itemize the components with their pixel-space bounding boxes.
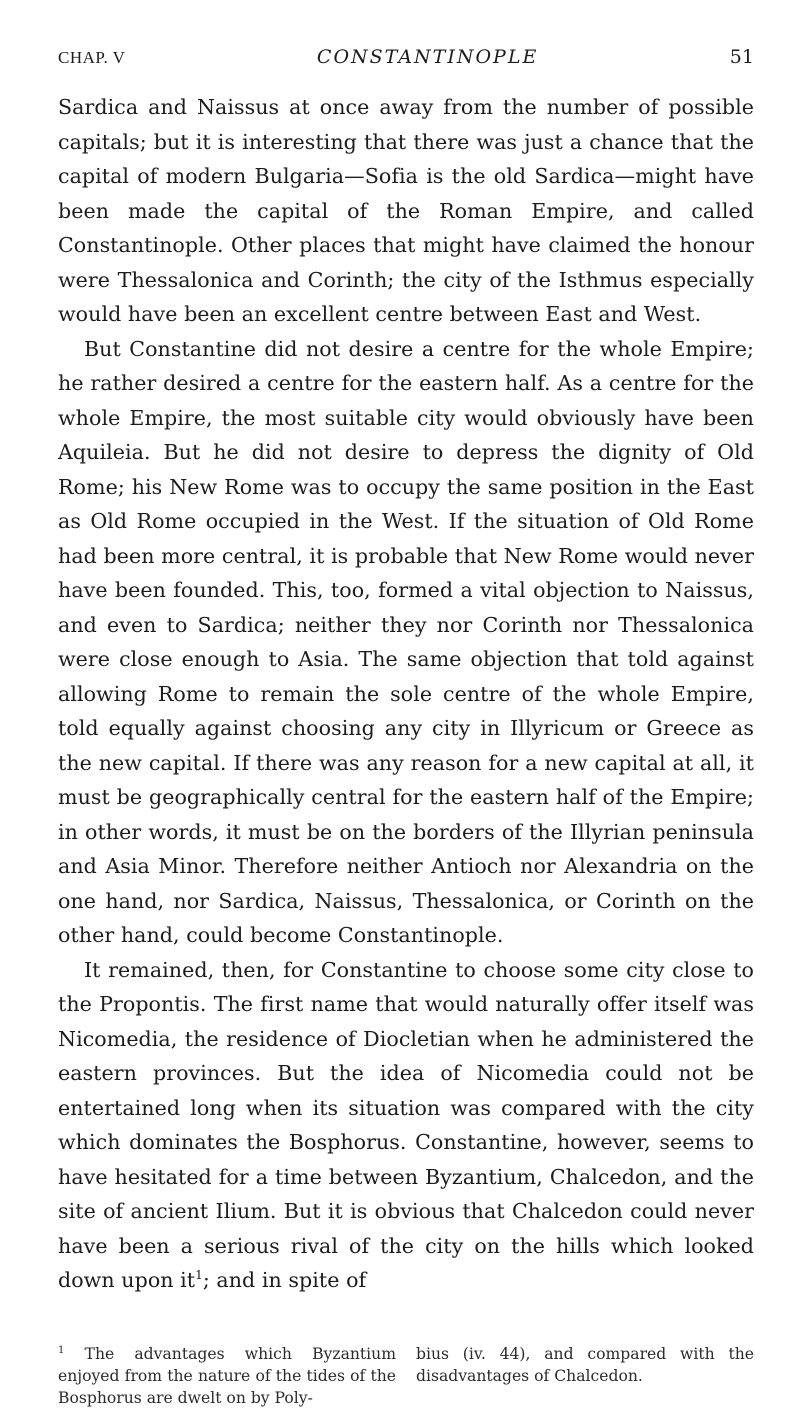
footnote-marker: 1 [58,1344,65,1356]
running-head [58,46,754,86]
footnote-column-2 [416,1343,754,1409]
paragraph-3 [58,953,754,1298]
footnote [58,1343,754,1409]
body-text [58,90,754,1298]
running-title: CONSTANTINOPLE [316,46,539,68]
paragraph-3-text: It remained, then, for Constantine to choose some city close to the Propontis. The first name that would naturally offer itself was Nicomedia, the residence of Diocletian when he administered the eastern provinces. But the idea of Nicomedia could not be entertained long when its situation was compared with the city which dominates the Bosphorus. Constantine, however, seems to have hesitated for a time between Byzantium, Chalcedon, and the site of ancient Ilium. But it is obvious that Chalcedon could never have been a serious rival of the city on the hills which looked down upon it [58,957,754,1292]
footnote-text-1: The advantages which Byzantium enjoyed from the nature of the tides of the Bosphorus are dwelt on by Poly- [58,1345,396,1407]
book-page [58,46,754,1407]
paragraph-3-tail: ; and in spite of [202,1268,367,1292]
chapter-label: CHAP. V [58,48,126,67]
paragraph-1: Sardica and Naissus at once away from the number of possible capitals; but it is interesting that there was just a chance that the capital of modern Bulgaria—Sofia is the old Sardica—might have been made the capital of the Roman Empire, and called Constantinople. Other places that might have claimed the honour were Thessalonica and Corinth; the city of the Isthmus especially would have been an excellent centre between East and West. [58,95,754,326]
paragraph-2: But Constantine did not desire a centre for the whole Empire; he rather desired a centre for the eastern half. As a centre for the whole Empire, the most suitable city would obviously have been Aquileia. But he did not desire to depress the dignity of Old Rome; his New Rome was to occupy the same position in the East as Old Rome occupied in the West. If the situation of Old Rome had been more central, it is probable that New Rome would never have been founded. This, too, formed a vital objection to Naissus, and even to Sardica; neither they nor Corinth nor Thessalonica were close enough to Asia. The same objection that told against allowing Rome to remain the sole centre of the whole Empire, told equally against choosing any city in Illyricum or Greece as the new capital. If there was any reason for a new capital at all, it must be geographically central for the eastern half of the Empire; in other words, it must be on the borders of the Illyrian peninsula and Asia Minor. Therefore neither Antioch nor Alexandria on the one hand, nor Sardica, Naissus, Thessalonica, or Corinth on the other hand, could become Constantinople. [58,336,754,947]
page-number: 51 [729,46,754,68]
footnote-column-1 [58,1343,396,1409]
footnote-text-2: bius (iv. 44), and compared with the disadvantages of Chalcedon. [416,1345,754,1385]
footnote-reference[interactable]: 1 [195,1268,203,1283]
